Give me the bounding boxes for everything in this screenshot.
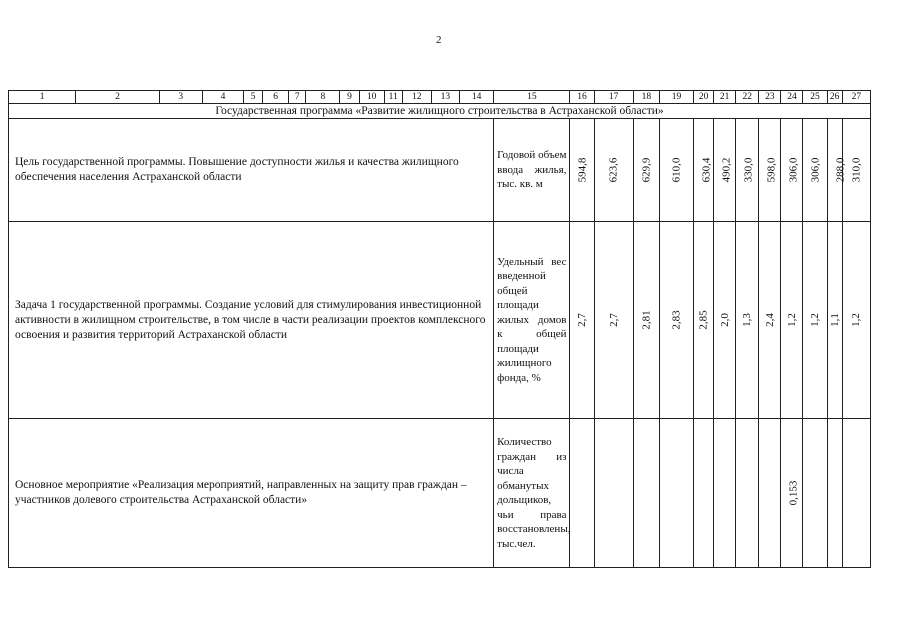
value-cell: 1,2	[785, 313, 798, 327]
col-num: 4	[202, 91, 243, 104]
value-cell: 288,0	[833, 157, 846, 183]
column-number-row	[9, 91, 871, 104]
col-num: 12	[402, 91, 431, 104]
value-cell: 1,2	[809, 313, 822, 327]
col-num: 5	[244, 91, 263, 104]
col-num: 14	[459, 91, 493, 104]
col-num: 7	[289, 91, 306, 104]
value-cell: 2,85	[697, 310, 710, 330]
value-cell: 306,0	[787, 157, 800, 183]
col-num: 10	[359, 91, 384, 104]
col-num: 26	[827, 91, 842, 104]
program-indicators-table	[8, 90, 871, 568]
value-cell: 2,83	[670, 310, 683, 330]
col-num: 21	[714, 91, 736, 104]
value-cell: 594,8	[576, 157, 589, 183]
table-row	[9, 222, 871, 419]
col-num: 20	[694, 91, 714, 104]
col-num: 23	[759, 91, 781, 104]
col-num: 6	[263, 91, 289, 104]
col-num: 27	[842, 91, 870, 104]
value-cell: 330,0	[742, 157, 755, 183]
value-cell: 2,7	[576, 313, 589, 327]
value-cell: 1,3	[741, 313, 754, 327]
value-cell: 1,1	[828, 313, 841, 327]
col-num: 3	[159, 91, 202, 104]
indicator-cell: Удельный вес введенной общей площади жилых домов к общей площади жилищного фонда, %	[494, 222, 570, 419]
value-cell: 623,6	[607, 157, 620, 183]
measure-description: Основное мероприятие «Реализация мероприятий, направленных на защиту прав граждан – участников долевого строительства Астраханской области»	[9, 419, 494, 568]
value-cell: 2,0	[718, 313, 731, 327]
value-cell: 490,2	[720, 157, 733, 183]
col-num: 15	[494, 91, 570, 104]
value-cell: 2,4	[763, 313, 776, 327]
goal-description: Цель государственной программы. Повышение доступности жилья и качества жилищного обеспечения населения Астраханской области	[9, 119, 494, 222]
value-cell: 630,4	[700, 157, 713, 183]
value-cell: 1,2	[850, 313, 863, 327]
indicator-cell: Годовой объем ввода жилья, тыс. кв. м	[494, 119, 570, 222]
value-cell: 306,0	[809, 157, 822, 183]
value-cell: 0,153	[787, 480, 800, 506]
task-description: Задача 1 государственной программы. Создание условий для стимулирования инвестиционной активности в жилищном строительстве, в том числе в части реализации проектов комплексного освоения и развития территорий Астраханской области	[9, 222, 494, 419]
value-cell: 2,7	[607, 313, 620, 327]
col-num: 18	[633, 91, 659, 104]
col-num: 9	[340, 91, 359, 104]
value-cell: 629,9	[640, 157, 653, 183]
table-row	[9, 419, 871, 568]
indicator-cell: Количество граждан из числа обманутых дольщиков, чьи права восстановлены, тыс.чел.	[494, 419, 570, 568]
col-num: 19	[659, 91, 693, 104]
program-title: Государственная программа «Развитие жилищного строительства в Астраханской области»	[9, 104, 871, 119]
col-num: 11	[384, 91, 402, 104]
col-num: 25	[803, 91, 827, 104]
table-row	[9, 119, 871, 222]
col-num: 17	[594, 91, 633, 104]
col-num: 13	[431, 91, 459, 104]
value-cell: 310,0	[850, 157, 863, 183]
value-cell: 2,81	[640, 310, 653, 330]
col-num: 24	[781, 91, 803, 104]
value-cell: 610,0	[670, 157, 683, 183]
col-num: 1	[9, 91, 76, 104]
col-num: 16	[570, 91, 594, 104]
page-number: 2	[436, 34, 442, 46]
value-cell: 598,0	[765, 157, 778, 183]
col-num: 8	[306, 91, 340, 104]
program-title-row	[9, 104, 871, 119]
col-num: 2	[76, 91, 159, 104]
col-num: 22	[736, 91, 759, 104]
